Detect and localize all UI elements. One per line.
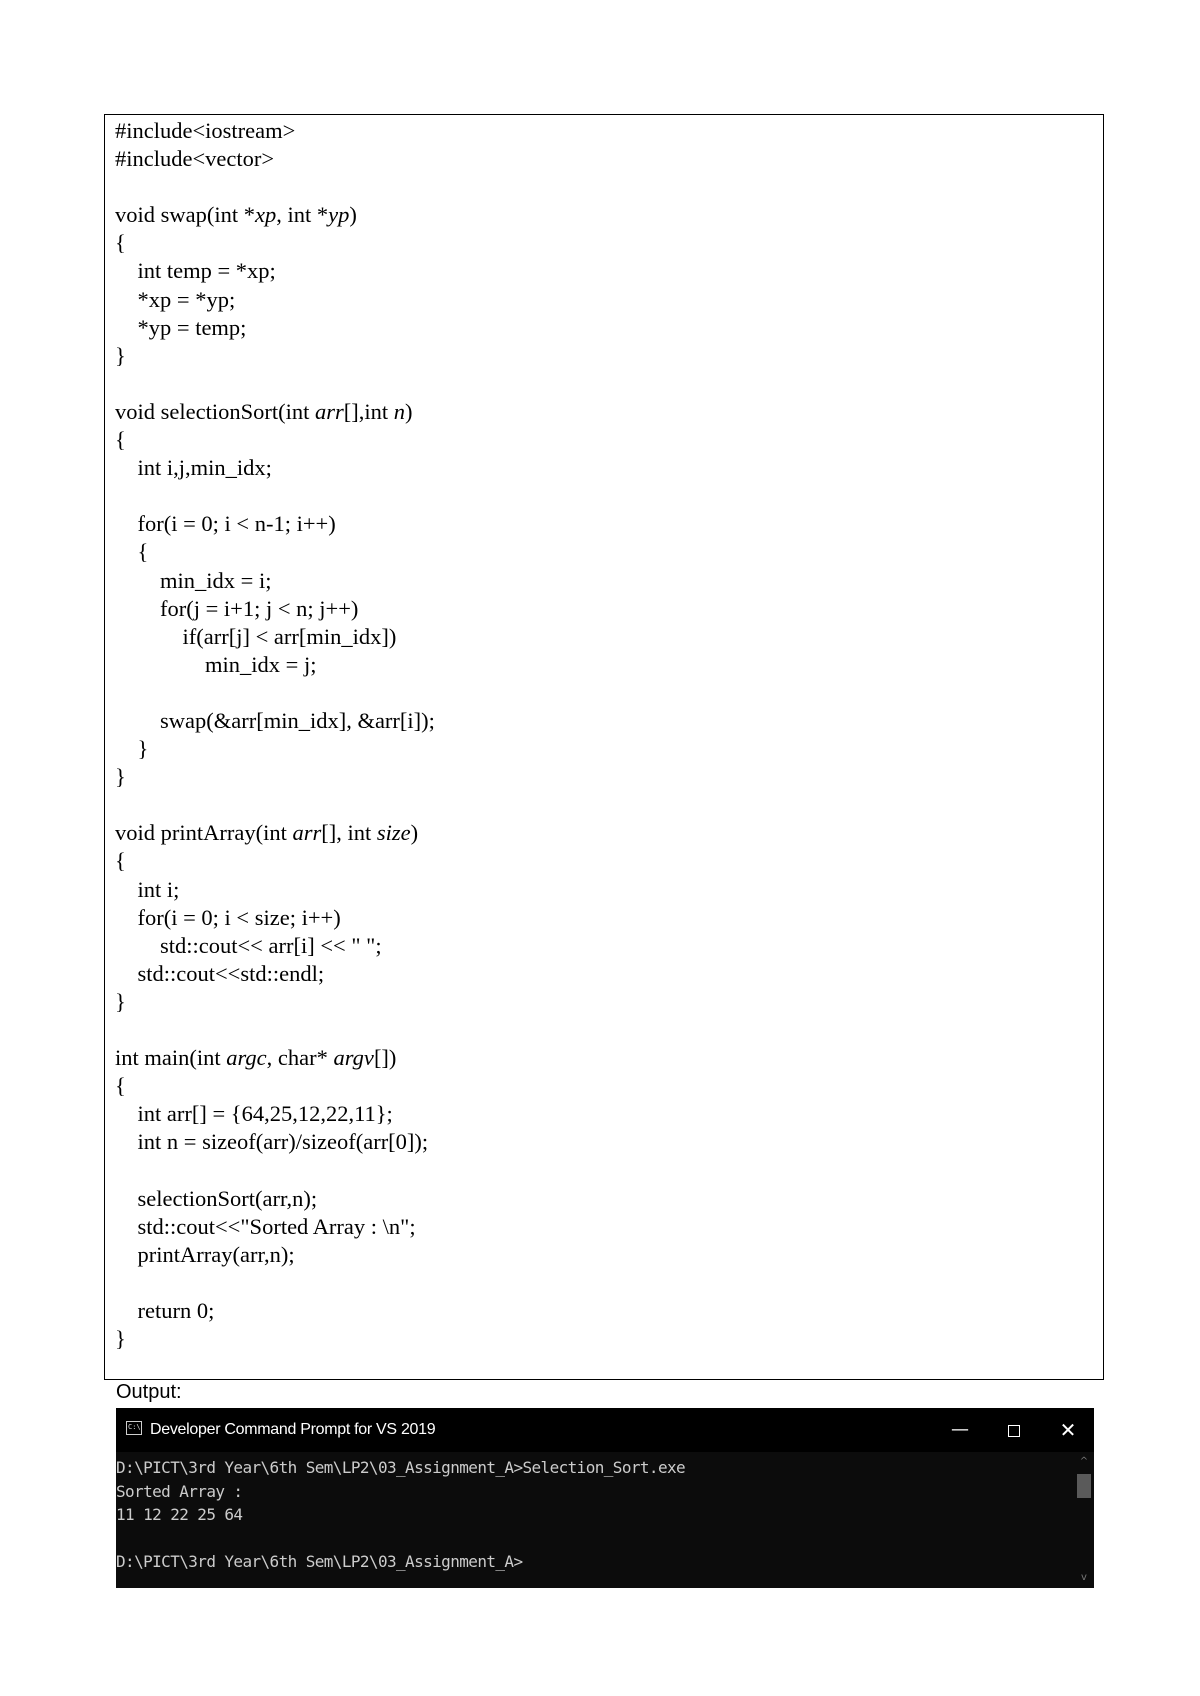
code-text: printArray(arr,n);	[115, 1241, 295, 1267]
code-text: int arr[] = {64,25,12,22,11};	[115, 1101, 393, 1127]
console-line: D:\PICT\3rd Year\6th Sem\LP2\03_Assignment_A>	[116, 1552, 523, 1571]
scroll-up-icon[interactable]: ^	[1079, 1456, 1089, 1467]
scroll-thumb[interactable]	[1077, 1474, 1091, 1498]
code-text: int n = sizeof(arr)/sizeof(arr[0]);	[115, 1129, 429, 1155]
console-window	[116, 1408, 1094, 1588]
code-line	[115, 117, 435, 145]
code-text: int temp = *xp;	[115, 258, 276, 284]
code-text: #include<iostream>	[115, 118, 296, 143]
code-text: [],int	[343, 398, 394, 424]
output-label: Output:	[116, 1381, 182, 1403]
console-scrollbar[interactable]	[1074, 1452, 1094, 1588]
code-line	[115, 1044, 435, 1072]
code-text: {	[115, 539, 149, 565]
code-line	[115, 1185, 435, 1213]
code-line	[115, 454, 435, 482]
code-text: }	[115, 736, 149, 762]
code-line	[115, 286, 435, 314]
code-line	[115, 567, 435, 595]
console-line: D:\PICT\3rd Year\6th Sem\LP2\03_Assignment_A>Selection_Sort.exe	[116, 1458, 686, 1477]
code-line	[115, 679, 435, 707]
code-line	[115, 988, 435, 1016]
code-param: n	[393, 398, 405, 424]
code-line	[115, 763, 435, 791]
code-text: }	[115, 988, 126, 1014]
code-line	[115, 370, 435, 398]
code-text: min_idx = j;	[115, 651, 317, 677]
console-line	[116, 1527, 685, 1551]
code-line	[115, 623, 435, 651]
code-text: [], int	[321, 820, 377, 846]
code-line	[115, 847, 435, 875]
code-param: argc	[226, 1045, 267, 1071]
close-button[interactable]	[1048, 1416, 1088, 1444]
code-line	[115, 932, 435, 960]
code-text: void selectionSort(int	[115, 398, 315, 424]
code-text: {	[115, 1073, 126, 1099]
code-text: return 0;	[115, 1297, 215, 1323]
code-line	[115, 904, 435, 932]
code-text: std::cout<<"Sorted Array : \n";	[115, 1213, 416, 1239]
code-text: min_idx = i;	[115, 567, 272, 593]
code-text: {	[115, 230, 126, 256]
code-line	[115, 960, 435, 988]
code-line	[115, 1297, 435, 1325]
code-text: )	[405, 398, 413, 424]
code-listing-box	[104, 114, 1104, 1380]
code-line	[115, 1156, 435, 1184]
code-line	[115, 707, 435, 735]
code-line	[115, 257, 435, 285]
code-line	[115, 819, 435, 847]
code-text: *xp = *yp;	[115, 286, 236, 312]
code-line	[115, 398, 435, 426]
code-line	[115, 1325, 435, 1353]
code-line	[115, 173, 435, 201]
code-line	[115, 1128, 435, 1156]
minimize-button[interactable]	[940, 1416, 980, 1444]
code-text: void printArray(int	[115, 820, 293, 846]
code-param: size	[376, 820, 411, 846]
code-line	[115, 426, 435, 454]
code-text: std::cout<< arr[i] << " ";	[115, 932, 382, 958]
code-line	[115, 1213, 435, 1241]
code-param: argv	[333, 1045, 374, 1071]
code-line	[115, 791, 435, 819]
code-line	[115, 510, 435, 538]
code-text: , char*	[266, 1045, 334, 1071]
code-text: [])	[373, 1045, 397, 1071]
code-text: *yp = temp;	[115, 314, 247, 340]
code-param: arr	[292, 820, 322, 846]
console-line: Sorted Array :	[116, 1481, 243, 1501]
code-text: {	[115, 848, 126, 874]
console-output[interactable]	[116, 1456, 685, 1574]
code-line	[115, 876, 435, 904]
maximize-button[interactable]	[994, 1416, 1034, 1444]
code-line	[115, 1241, 435, 1269]
code-text: swap(&arr[min_idx], &arr[i]);	[115, 707, 435, 733]
code-line	[115, 1100, 435, 1128]
code-text: for(i = 0; i < size; i++)	[115, 904, 341, 930]
code-text: int i;	[115, 876, 180, 902]
console-line: 11 12 22 25 64	[116, 1505, 243, 1524]
command-prompt-icon: C:\	[126, 1421, 142, 1435]
code-line	[115, 1072, 435, 1100]
code-listing	[115, 117, 435, 1353]
code-text: }	[115, 1326, 126, 1352]
code-text: , int *	[276, 202, 329, 228]
code-line	[115, 651, 435, 679]
code-line	[115, 595, 435, 623]
code-text: #include<vector>	[115, 146, 275, 172]
scroll-down-icon[interactable]: v	[1081, 1572, 1087, 1583]
code-line	[115, 145, 435, 173]
code-text: selectionSort(arr,n);	[115, 1185, 318, 1211]
code-line	[115, 735, 435, 763]
console-titlebar[interactable]	[116, 1408, 1094, 1452]
console-title: Developer Command Prompt for VS 2019	[150, 1421, 436, 1438]
code-line	[115, 342, 435, 370]
code-line	[115, 1269, 435, 1297]
code-text: }	[115, 764, 126, 790]
code-line	[115, 201, 435, 229]
code-text: }	[115, 342, 126, 368]
code-line	[115, 538, 435, 566]
code-text: for(i = 0; i < n-1; i++)	[115, 511, 336, 537]
code-text: for(j = i+1; j < n; j++)	[115, 595, 359, 621]
code-line	[115, 482, 435, 510]
code-text: if(arr[j] < arr[min_idx])	[115, 623, 397, 649]
maximize-icon	[1008, 1425, 1020, 1437]
code-param: arr	[314, 398, 344, 424]
code-line	[115, 1016, 435, 1044]
code-param: yp	[328, 202, 350, 228]
code-param: xp	[255, 202, 277, 228]
minimize-icon: —	[951, 1419, 969, 1440]
code-text: {	[115, 427, 126, 453]
code-line	[115, 229, 435, 257]
code-line	[115, 314, 435, 342]
code-text: )	[349, 202, 357, 228]
code-text: )	[410, 820, 419, 846]
code-text: int main(int	[115, 1045, 227, 1071]
code-text: int i,j,min_idx;	[115, 455, 272, 481]
code-text: void swap(int *	[115, 202, 255, 228]
close-icon: ✕	[1059, 1418, 1077, 1442]
code-text: std::cout<<std::endl;	[115, 960, 325, 986]
